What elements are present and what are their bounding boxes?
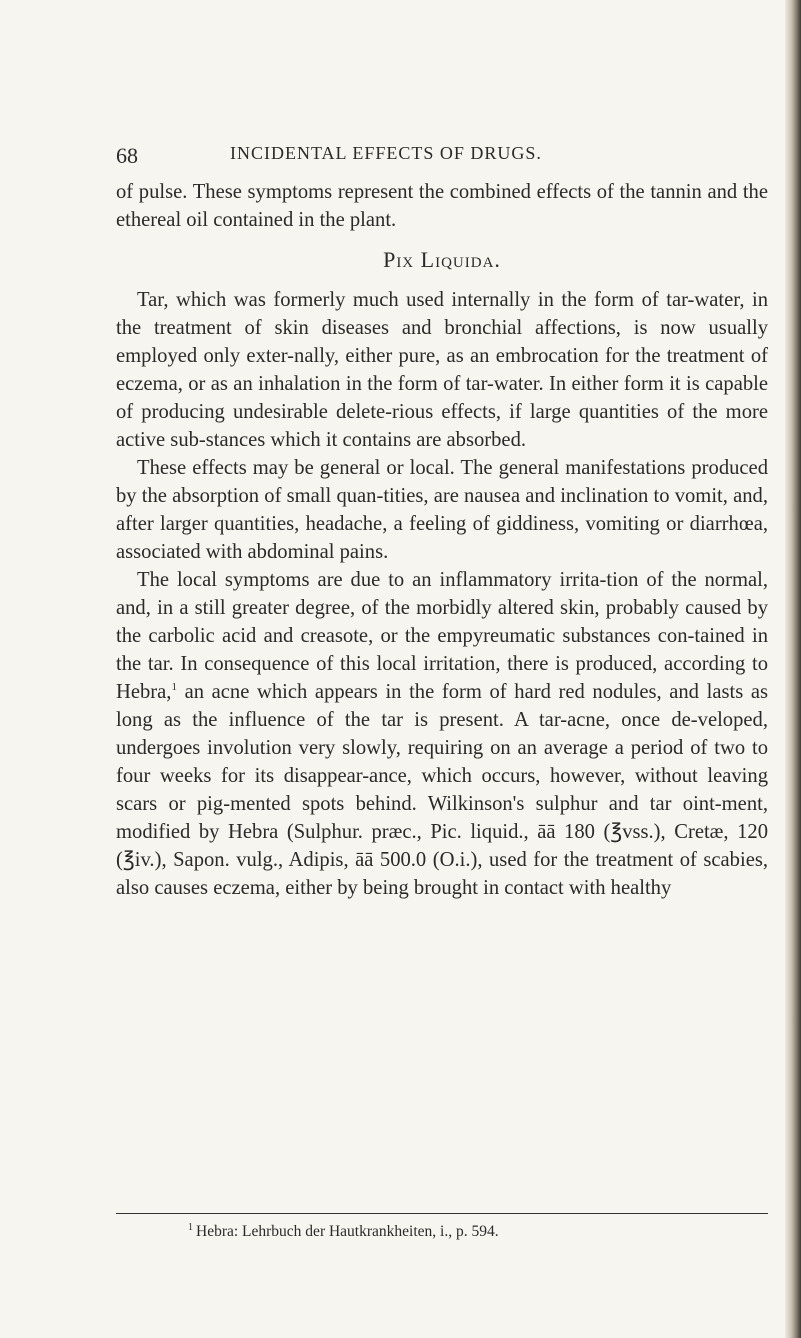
footnote-rule: [116, 1213, 768, 1214]
page-header: [116, 143, 762, 169]
paragraph-1: Tar, which was formerly much used internally in the form of tar-water, in the treatment of skin diseases and bronchial affections, is now usually employed only exter-nally, either pure, as an embrocation for the treatment of eczema, or as an inhalation in the form of tar-water. In either form it is capable of producing undesirable delete-rious effects, if large quantities of the more active sub-stances which it contains are absorbed.: [116, 289, 768, 451]
paragraph-3-text-a: The local symptoms are due to an inflammatory irrita-tion of the normal, and, in a still greater degree, of the morbidly altered skin, probably caused by the carbolic acid and creasote, or the empyreumatic substances con-tained in the tar. In consequence of this local irritation, there is produced, according to Hebra,: [116, 569, 768, 703]
paragraph-3-text-b: an acne which appears in the form of hard red nodules, and lasts as long as the influence of the tar is present. A tar-acne, once de-veloped, undergoes involution very slowly, requiring on an average a period of two to four weeks for its disappear-ance, which occurs, however, without leaving scars or pig-mented spots behind. Wilkinson's sulphur and tar oint-ment, modified by Hebra (Sulphur. præc., Pic. liquid., āā 180 (℥vss.), Cretæ, 120 (℥iv.), Sapon. vulg., Adipis, āā 500.0 (O.i.), used for the treatment of scabies, also causes eczema, either by being brought in contact with healthy: [116, 681, 768, 899]
intro-paragraph: of pulse. These symptoms represent the combined effects of the tannin and the ethereal oil contained in the plant.: [116, 181, 768, 231]
paragraph-2: These effects may be general or local. The general manifestations produced by the absorption of small quan-tities, are nausea and inclination to vomit, and, after larger quantities, headache, a feeling of giddiness, vomiting or diarrhœa, associated with abdominal pains.: [116, 457, 768, 563]
footnote-reference[interactable]: 1: [171, 681, 177, 694]
body-text: [116, 178, 768, 902]
footnote-mark: 1: [188, 1222, 193, 1233]
footnote-text: Hebra: Lehrbuch der Hautkrankheiten, i., p. 594.: [196, 1223, 499, 1241]
footnote: [188, 1222, 499, 1241]
running-head: INCIDENTAL EFFECTS OF DRUGS.: [230, 143, 542, 163]
page-number: 68: [116, 143, 138, 168]
paragraph-3: [116, 566, 768, 902]
section-title: Pix Liquida.: [383, 247, 501, 272]
page-edge-shadow: [785, 0, 801, 1338]
